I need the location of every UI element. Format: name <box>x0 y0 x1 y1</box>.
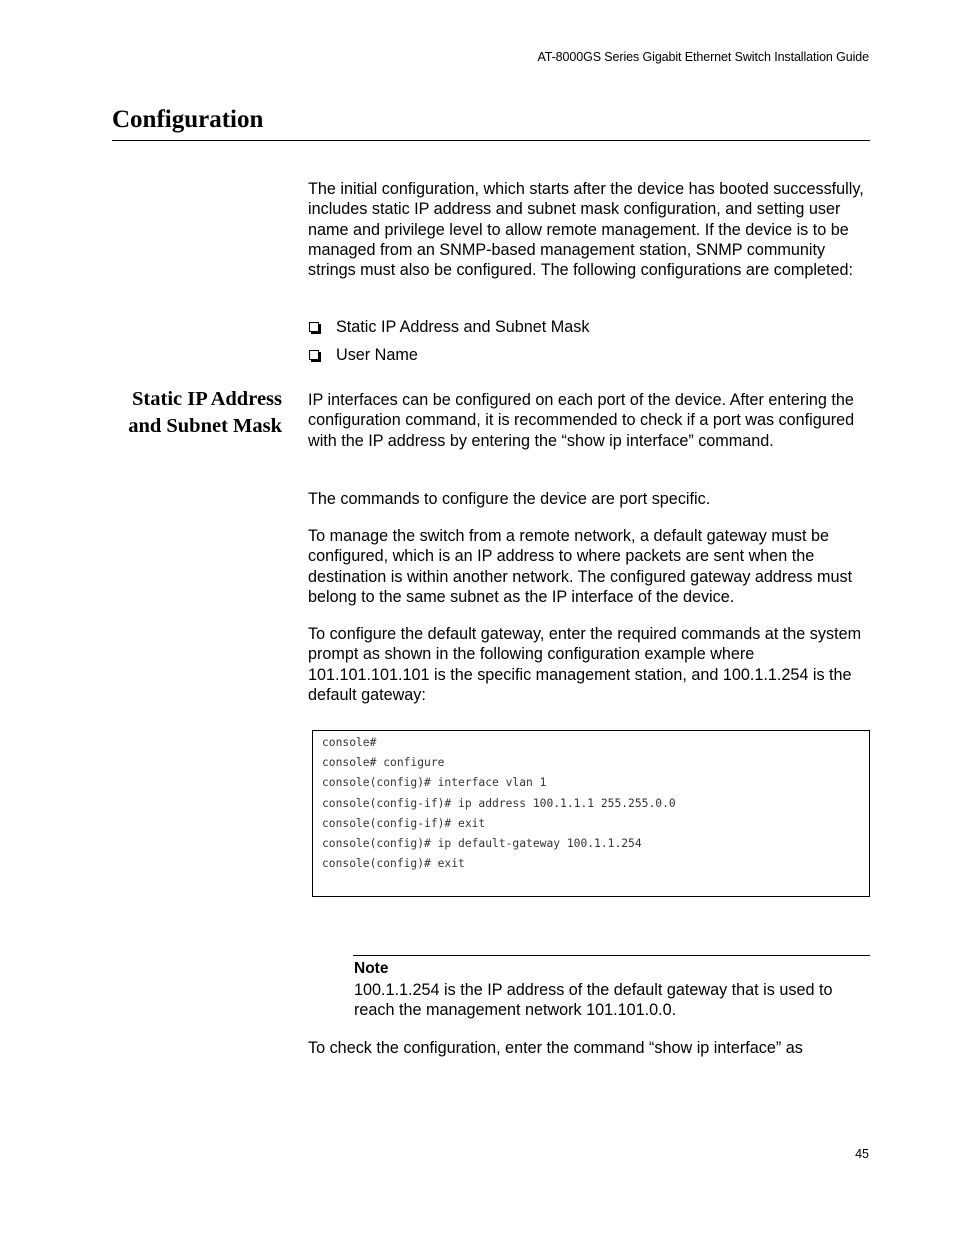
bullet-item <box>308 345 418 365</box>
code-line: console(config-if)# exit <box>322 817 486 830</box>
code-line: console# configure <box>322 756 445 769</box>
code-line: console(config)# exit <box>322 857 465 870</box>
code-example-box <box>312 730 870 897</box>
paragraph-configure-gateway: To configure the default gateway, enter the required commands at the system prompt as shown in the following configuration example where 101.101.101.101 is the specific management station, and 100.1.1.254 is the default gateway: <box>308 625 862 704</box>
square-bullet-icon <box>309 350 319 360</box>
square-bullet-icon <box>309 322 319 332</box>
bullet-text: Static IP Address and Subnet Mask <box>336 318 590 336</box>
code-line: console(config-if)# ip address 100.1.1.1 255.255.0.0 <box>322 797 676 810</box>
bullet-item <box>308 317 589 337</box>
title-rule <box>112 140 870 141</box>
code-line: console(config)# interface vlan 1 <box>322 776 547 789</box>
paragraph-port-specific: The commands to configure the device are port specific. <box>308 490 711 508</box>
note-rule <box>353 955 870 956</box>
paragraph-ip-interfaces: IP interfaces can be configured on each port of the device. After entering the configuration command, it is recommended to check if a port was configured with the IP address by entering the “show ip interface” command. <box>308 391 855 450</box>
note-label: Note <box>354 960 389 977</box>
bullet-text: User Name <box>336 346 418 364</box>
running-header: AT-8000GS Series Gigabit Ethernet Switch Installation Guide <box>537 50 869 64</box>
intro-paragraph: The initial configuration, which starts after the device has booted successfully, includes static IP address and subnet mask configuration, and setting user name and privilege level to allow remote management. If the device is to be managed from an SNMP-based management station, SNMP community strings must also be configured. The following configurations are completed: <box>308 180 864 280</box>
paragraph-default-gateway: To manage the switch from a remote network, a default gateway must be configured, which is an IP address to where packets are sent when the destination is within another network. The configured gateway address must belong to the same subnet as the IP interface of the device. <box>308 527 853 606</box>
paragraph-check-configuration: To check the configuration, enter the command “show ip interface” as <box>308 1039 803 1057</box>
subsection-heading-line: Static IP Address <box>132 388 282 410</box>
page-number: 45 <box>855 1147 869 1161</box>
subsection-heading-line: and Subnet Mask <box>128 414 282 437</box>
section-title: Configuration <box>112 106 264 133</box>
code-line: console(config)# ip default-gateway 100.1.1.254 <box>322 837 642 850</box>
note-text: 100.1.1.254 is the IP address of the default gateway that is used to reach the management network 101.101.0.0. <box>354 981 833 1020</box>
subsection-heading <box>112 386 282 439</box>
code-line: console# <box>322 736 377 749</box>
